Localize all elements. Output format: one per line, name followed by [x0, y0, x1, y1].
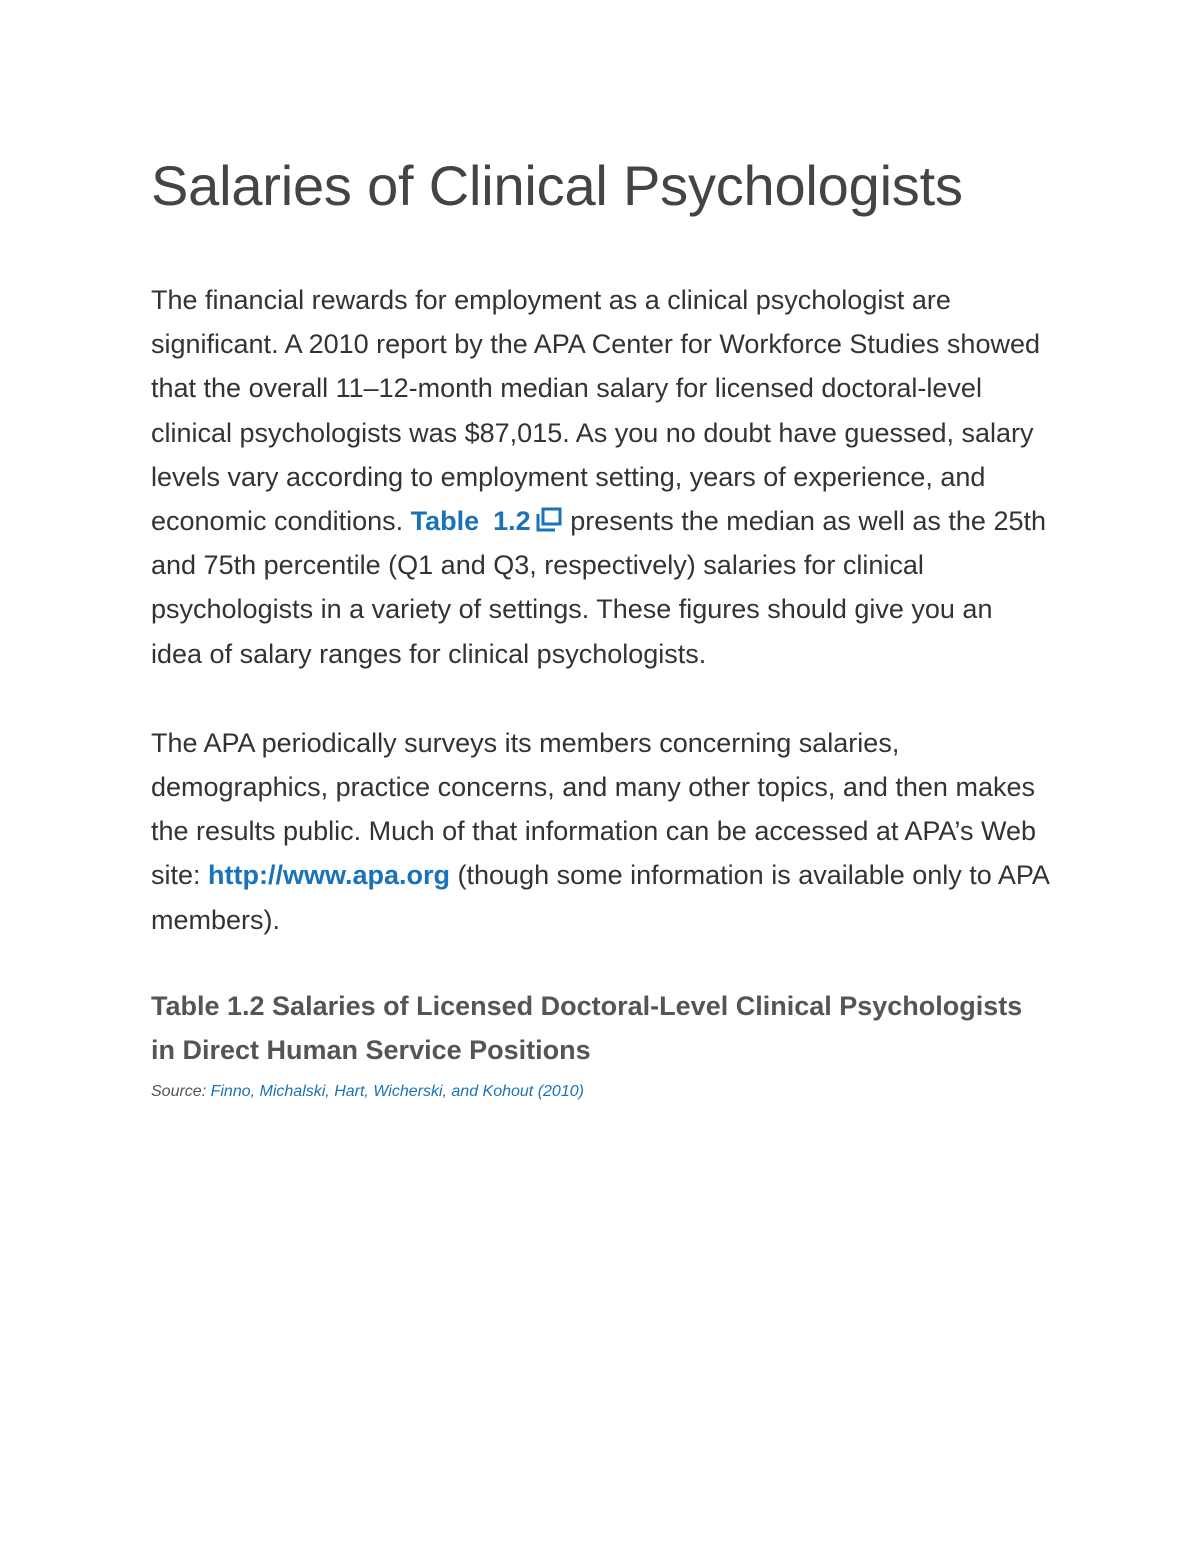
table-1-2-link[interactable]	[411, 506, 563, 536]
table-source	[151, 1078, 1051, 1106]
page-title: Salaries of Clinical Psychologists	[151, 154, 963, 217]
paragraph-text: The APA periodically surveys its members concerning salaries, demographics, practice concerns, and many other topics, and then makes the results public. Much of that information can be accessed at APA’s Web site:	[151, 727, 1036, 891]
paragraph-financial-rewards	[151, 278, 1051, 676]
apa-website-link[interactable]: http://www.apa.org	[208, 860, 451, 891]
paragraph-text: (though some information is available only to APA members).	[151, 860, 1049, 935]
table-caption: Table 1.2 Salaries of Licensed Doctoral-Level Clinical Psychologists in Direct Human Service Positions	[151, 990, 1023, 1065]
table-link-number: 1.2	[493, 506, 531, 537]
paragraph-text: The financial rewards for employment as a clinical psychologist are significant. A 2010 report by the APA Center for Workforce Studies showed that the overall 11–12-month median salary for licensed doctoral-level clinical psychologists was $87,015. As you no doubt have guessed, salary levels vary according to employment setting, years of experience, and economic conditions.	[151, 285, 1040, 537]
document-page	[151, 150, 1051, 1106]
table-link-word: Table	[410, 506, 480, 537]
popout-icon	[535, 507, 563, 533]
source-citation-link[interactable]: Finno, Michalski, Hart, Wicherski, and Kohout (2010)	[210, 1082, 584, 1100]
source-label: Source:	[151, 1082, 211, 1100]
paragraph-apa-surveys	[151, 721, 1051, 942]
paragraph-text: presents the median as well as the 25th and 75th percentile (Q1 and Q3, respectively) salaries for clinical psychologists in a variety of settings. These figures should give you an idea of salary ranges for clinical psychologists.	[151, 506, 1046, 669]
